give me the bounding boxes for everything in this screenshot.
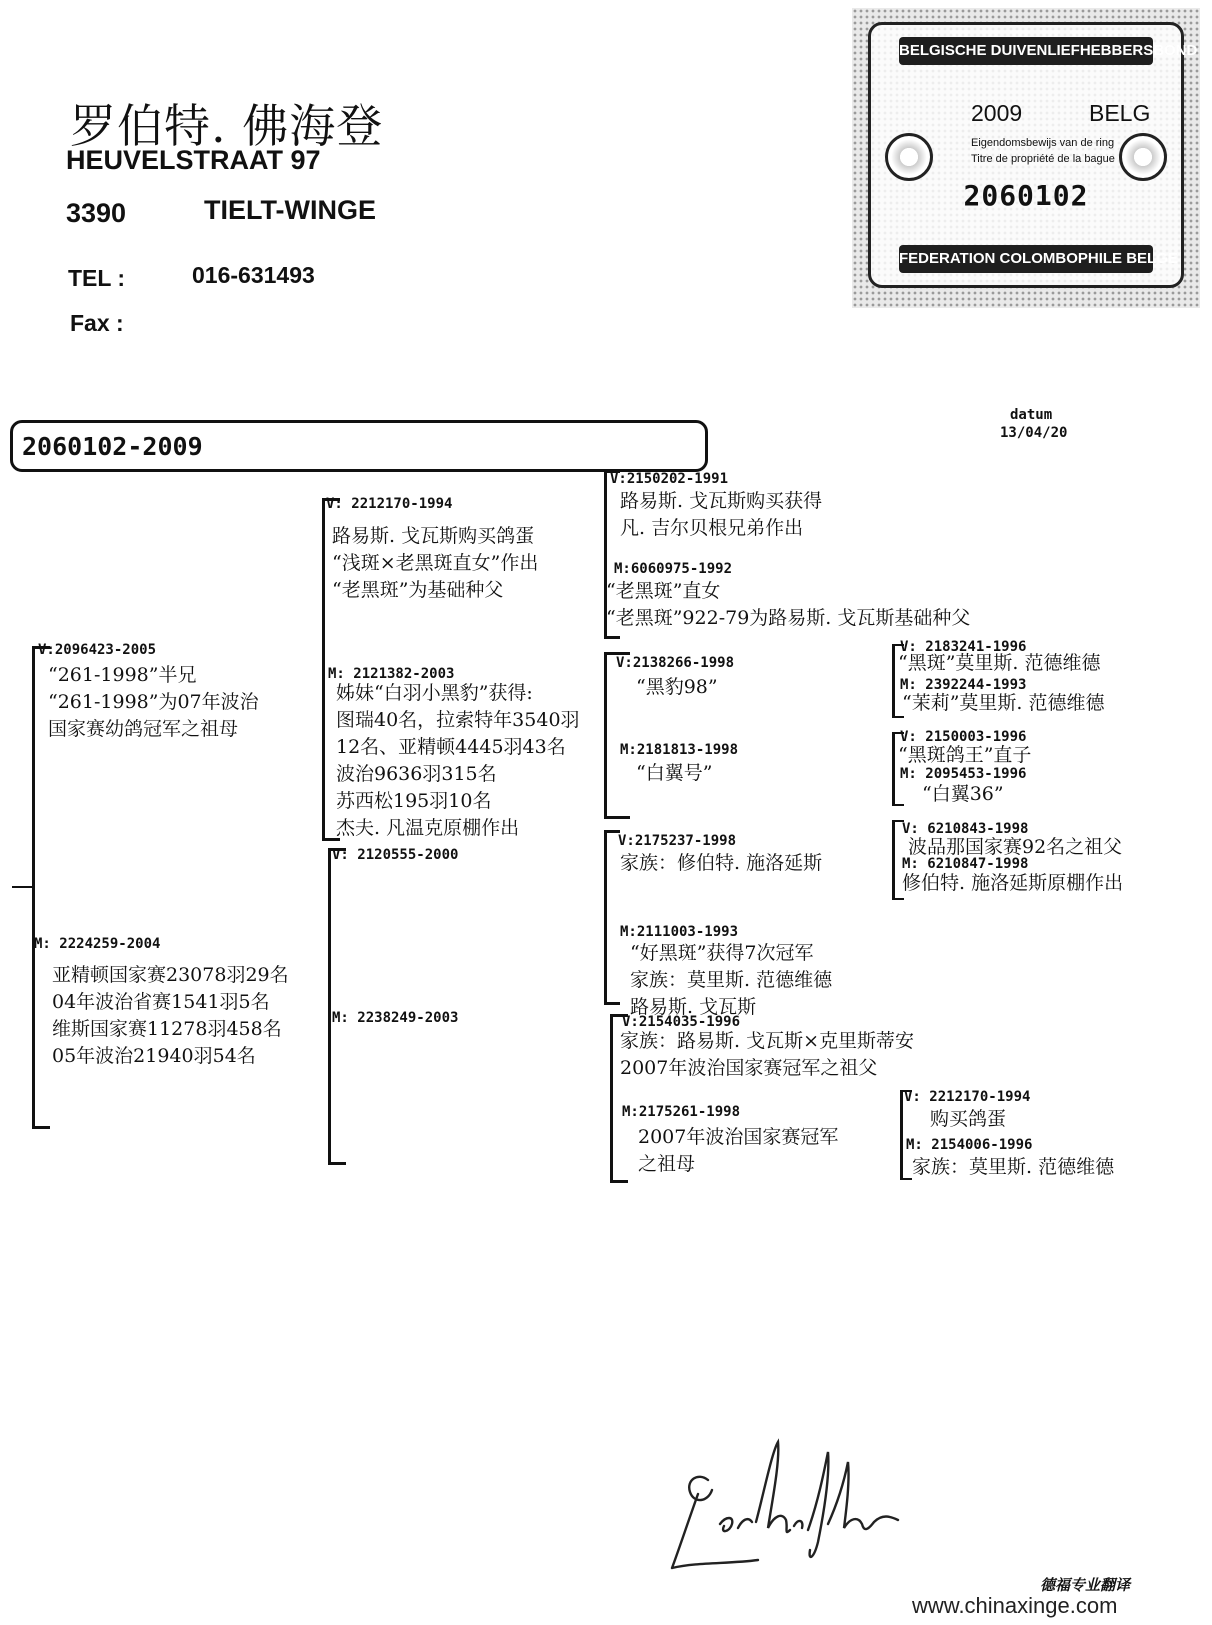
g3-6-ring: M:2111003-1993 xyxy=(620,924,739,940)
g4-3-notes: “黑斑鸽王”直子 xyxy=(898,744,1032,766)
g4-5-ring: V: 6210843-1998 xyxy=(902,821,1029,837)
dam-sire-ring: V: 2120555-2000 xyxy=(332,847,459,863)
crown-icon xyxy=(1119,133,1167,181)
stamp-bottom-banner: FEDERATION COLOMBOPHILE BELGE xyxy=(899,245,1153,273)
g3-1-notes: 路易斯. 戈瓦斯购买获得 凡. 吉尔贝根兄弟作出 xyxy=(620,490,823,539)
g3-3-notes: “黑豹98” xyxy=(636,676,718,698)
g4-1-notes: “黑斑”莫里斯. 范德维德 xyxy=(898,652,1101,674)
datum-label: datum xyxy=(1010,407,1053,423)
g4-2-ring: M: 2392244-1993 xyxy=(900,677,1027,693)
translation-brand: 德福专业翻译 xyxy=(1040,1576,1131,1594)
g3-3-ring: V:2138266-1998 xyxy=(616,655,735,671)
tel-number: 016-631493 xyxy=(192,262,315,288)
g3-5-notes: 家族：修伯特. 施洛延斯 xyxy=(620,852,823,874)
stamp-line-1: Eigendomsbewijs van de ring xyxy=(971,137,1115,149)
g3-4-ring: M:2181813-1998 xyxy=(620,742,739,758)
g4-8-notes: 家族：莫里斯. 范德维德 xyxy=(912,1156,1115,1178)
footer-url: www.chinaxinge.com xyxy=(912,1593,1118,1618)
g3-1-ring: V:2150202-1991 xyxy=(610,471,729,487)
dam-ring: M: 2224259-2004 xyxy=(34,936,161,952)
g3-6-notes: “好黑斑”获得7次冠军 家族：莫里斯. 范德维德 路易斯. 戈瓦斯 xyxy=(630,942,833,1018)
sire-dam-ring: M: 2121382-2003 xyxy=(328,666,455,682)
owner-name: 罗伯特. 佛海登 xyxy=(70,99,384,153)
g4-4-notes: “白翼36” xyxy=(922,783,1004,805)
g3-7-ring: V:2154035-1996 xyxy=(622,1014,741,1030)
ring-certificate-stamp xyxy=(852,8,1200,308)
fax-label: Fax : xyxy=(70,310,124,336)
g3-7-notes: 家族：路易斯. 戈瓦斯×克里斯蒂安 2007年波治国家赛冠军之祖父 xyxy=(620,1030,914,1079)
stamp-ring-number: 2060102 xyxy=(963,179,1089,212)
owner-postcode: 3390 xyxy=(66,198,127,228)
stamp-year: 2009 xyxy=(971,100,1023,126)
g4-6-ring: M: 6210847-1998 xyxy=(902,856,1029,872)
g4-4-ring: M: 2095453-1996 xyxy=(900,766,1027,782)
g4-2-notes: “茉莉”莫里斯. 范德维德 xyxy=(902,692,1105,714)
stamp-frame xyxy=(868,22,1198,288)
g4-8-ring: M: 2154006-1996 xyxy=(906,1137,1033,1153)
owner-street: HEUVELSTRAAT 97 xyxy=(66,145,321,175)
owner-city: TIELT-WINGE xyxy=(204,195,376,225)
tel-label: TEL : xyxy=(68,265,126,291)
g4-6-notes: 修伯特. 施洛延斯原棚作出 xyxy=(902,872,1124,894)
g3-5-ring: V:2175237-1998 xyxy=(618,833,737,849)
g3-8-ring: M:2175261-1998 xyxy=(622,1104,741,1120)
sire-sire-notes: 路易斯. 戈瓦斯购买鸽蛋 “浅斑×老黑斑直女”作出 “老黑斑”为基础种父 xyxy=(332,525,539,601)
handwritten-signature xyxy=(668,1432,948,1572)
g4-5-notes: 波品那国家赛92名之祖父 xyxy=(908,836,1123,858)
g3-2-ring: M:6060975-1992 xyxy=(614,561,733,577)
dam-notes: 亚精顿国家赛23078羽29名 04年波治省赛1541羽5名 维斯国家赛11278羽458名 05年波治21940羽54名 xyxy=(52,964,289,1067)
g4-7-notes: 购买鸽蛋 xyxy=(930,1108,1007,1130)
g4-3-ring: V: 2150003-1996 xyxy=(900,729,1027,745)
g4-1-ring: V: 2183241-1996 xyxy=(900,639,1027,655)
pedigree-title: 2060102-2009 xyxy=(22,432,203,461)
g3-4-notes: “白翼号” xyxy=(636,762,713,784)
rosette-icon xyxy=(885,133,933,181)
g4-7-ring: V: 2212170-1994 xyxy=(904,1089,1031,1105)
stamp-top-banner: BELGISCHE DUIVENLIEFHEBBERSBOND xyxy=(899,37,1153,65)
stamp-country: BELG xyxy=(1089,100,1151,126)
g3-2-notes: “老黑斑”直女 “老黑斑”922-79为路易斯. 戈瓦斯基础种父 xyxy=(606,580,971,629)
datum-value: 13/04/20 xyxy=(1000,425,1068,441)
sire-notes: “261-1998”半兄 “261-1998”为07年波治 国家赛幼鸽冠军之祖母 xyxy=(48,664,259,740)
sire-dam-notes: 姊妹“白羽小黑豹”获得: 图瑞40名，拉索特年3540羽 12名、亚精顿4445羽43名 波治9636羽315名 苏西松195羽10名 杰夫. 凡温克原棚作出 xyxy=(336,682,580,839)
sire-ring: V:2096423-2005 xyxy=(38,642,157,658)
g3-8-notes: 2007年波治国家赛冠军 之祖母 xyxy=(638,1126,839,1175)
sire-sire-ring: V: 2212170-1994 xyxy=(326,496,453,512)
stamp-line-2: Titre de propriété de la bague xyxy=(971,153,1115,165)
dam-dam-ring: M: 2238249-2003 xyxy=(332,1010,459,1026)
